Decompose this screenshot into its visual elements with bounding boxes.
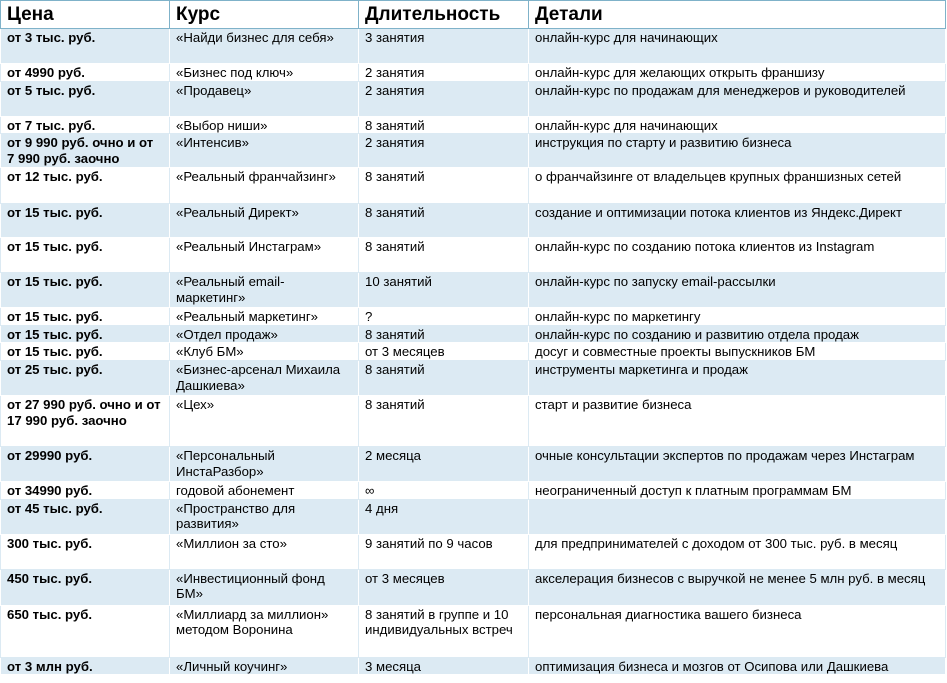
details-cell: онлайн-курс по продажам для менеджеров и руководителей [529,81,946,116]
table-row [1,396,946,447]
price-cell: от 5 тыс. руб. [1,81,170,116]
duration-cell: 10 занятий [359,273,529,308]
details-cell: создание и оптимизации потока клиентов из Яндекс.Директ [529,204,946,238]
price-cell: от 15 тыс. руб. [1,308,170,326]
table-row [1,308,946,326]
course-cell: «Личный коучинг» [170,657,359,675]
duration-cell: 8 занятий [359,325,529,343]
course-cell: «Реальный маркетинг» [170,308,359,326]
course-cell: «Клуб БМ» [170,343,359,361]
course-cell: «Реальный email-маркетинг» [170,273,359,308]
course-cell: «Отдел продаж» [170,325,359,343]
course-cell: «Интенсив» [170,134,359,168]
details-cell: онлайн-курс по созданию и развитию отдела продаж [529,325,946,343]
course-cell: «Бизнес-арсенал Михаила Дашкиева» [170,361,359,396]
course-cell: «Реальный Директ» [170,204,359,238]
details-cell: онлайн-курс для желающих открыть франшизу [529,64,946,82]
course-cell: «Найди бизнес для себя» [170,29,359,64]
details-cell: оптимизация бизнеса и мозгов от Осипова или Дашкиева [529,657,946,675]
course-cell: «Выбор ниши» [170,116,359,134]
details-cell: онлайн-курс по маркетингу [529,308,946,326]
table-row [1,273,946,308]
price-cell: от 15 тыс. руб. [1,325,170,343]
duration-cell: 2 занятия [359,64,529,82]
details-cell: онлайн-курс по созданию потока клиентов из Instagram [529,238,946,273]
duration-cell: 8 занятий [359,204,529,238]
duration-cell: 9 занятий по 9 часов [359,534,529,569]
details-cell: для предпринимателей с доходом от 300 тыс. руб. в месяц [529,534,946,569]
table-row [1,447,946,482]
price-cell: от 9 990 руб. очно и от 7 990 руб. заочно [1,134,170,168]
header-duration: Длительность [359,1,529,29]
table-row [1,238,946,273]
course-cell: годовой абонемент [170,482,359,500]
course-cell: «Инвестиционный фонд БМ» [170,569,359,605]
header-course: Курс [170,1,359,29]
table-body [1,29,946,675]
course-cell: «Миллиард за миллион» методом Воронина [170,605,359,657]
duration-cell: 2 занятия [359,134,529,168]
details-cell [529,499,946,534]
details-cell: досуг и совместные проекты выпускников БМ [529,343,946,361]
course-cell: «Цех» [170,396,359,447]
table-row [1,64,946,82]
duration-cell: от 3 месяцев [359,343,529,361]
course-cell: «Персональный ИнстаРазбор» [170,447,359,482]
price-cell: от 15 тыс. руб. [1,343,170,361]
price-cell: от 15 тыс. руб. [1,273,170,308]
duration-cell: 8 занятий [359,396,529,447]
price-cell: от 7 тыс. руб. [1,116,170,134]
table-row [1,168,946,204]
price-cell: от 3 тыс. руб. [1,29,170,64]
header-details: Детали [529,1,946,29]
duration-cell: от 3 месяцев [359,569,529,605]
details-cell: о франчайзинге от владельцев крупных франшизных сетей [529,168,946,204]
price-cell: 650 тыс. руб. [1,605,170,657]
price-cell: от 12 тыс. руб. [1,168,170,204]
table-row [1,605,946,657]
table-row [1,81,946,116]
price-cell: от 15 тыс. руб. [1,238,170,273]
duration-cell: 8 занятий [359,116,529,134]
details-cell: онлайн-курс для начинающих [529,116,946,134]
price-cell: от 45 тыс. руб. [1,499,170,534]
price-cell: от 34990 руб. [1,482,170,500]
table-row [1,343,946,361]
course-cell: «Пространство для развития» [170,499,359,534]
course-cell: «Бизнес под ключ» [170,64,359,82]
details-cell: онлайн-курс по запуску email-рассылки [529,273,946,308]
table-row [1,569,946,605]
price-cell: 450 тыс. руб. [1,569,170,605]
header-price: Цена [1,1,170,29]
header-row [1,1,946,29]
price-cell: 300 тыс. руб. [1,534,170,569]
details-cell: очные консультации экспертов по продажам через Инстаграм [529,447,946,482]
price-cell: от 25 тыс. руб. [1,361,170,396]
details-cell: онлайн-курс для начинающих [529,29,946,64]
details-cell: персональная диагностика вашего бизнеса [529,605,946,657]
table-row [1,325,946,343]
table-row [1,534,946,569]
price-cell: от 4990 руб. [1,64,170,82]
course-cell: «Реальный франчайзинг» [170,168,359,204]
table-row [1,482,946,500]
duration-cell: 8 занятий в группе и 10 индивидуальных встреч [359,605,529,657]
duration-cell: 8 занятий [359,361,529,396]
duration-cell: 3 занятия [359,29,529,64]
table-row [1,361,946,396]
duration-cell: ? [359,308,529,326]
table-row [1,499,946,534]
table-row [1,657,946,675]
table-row [1,29,946,64]
course-cell: «Реальный Инстаграм» [170,238,359,273]
duration-cell: 4 дня [359,499,529,534]
details-cell: инструменты маркетинга и продаж [529,361,946,396]
price-cell: от 27 990 руб. очно и от 17 990 руб. заочно [1,396,170,447]
duration-cell: 8 занятий [359,238,529,273]
duration-cell: 8 занятий [359,168,529,204]
price-cell: от 3 млн руб. [1,657,170,675]
duration-cell: ∞ [359,482,529,500]
details-cell: акселерация бизнесов с выручкой не менее 5 млн руб. в месяц [529,569,946,605]
duration-cell: 2 месяца [359,447,529,482]
table-row [1,134,946,168]
duration-cell: 2 занятия [359,81,529,116]
details-cell: неограниченный доступ к платным программам БМ [529,482,946,500]
details-cell: старт и развитие бизнеса [529,396,946,447]
course-cell: «Миллион за сто» [170,534,359,569]
table-row [1,204,946,238]
price-cell: от 15 тыс. руб. [1,204,170,238]
price-cell: от 29990 руб. [1,447,170,482]
duration-cell: 3 месяца [359,657,529,675]
details-cell: инструкция по старту и развитию бизнеса [529,134,946,168]
table-row [1,116,946,134]
course-cell: «Продавец» [170,81,359,116]
